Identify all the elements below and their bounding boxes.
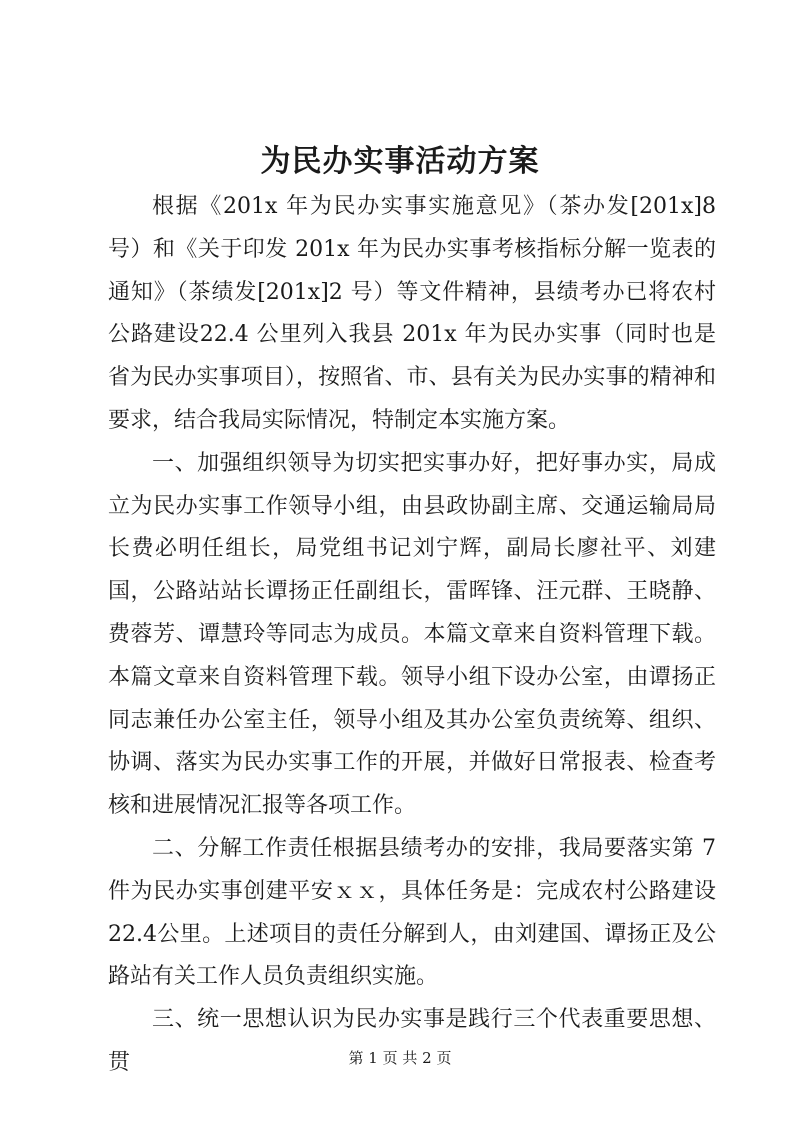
page-footer: 第 1 页 共 2 页: [348, 1049, 452, 1067]
paragraph-intro: 根据《201x 年为民办实事实施意见》（茶办发[201x]8 号）和《关于印发 201x 年为民办实事考核指标分解一览表的通知》（茶绩发[201x]2 号）等文件精神，县绩考办已将农村公路建设22.4 公里列入我县 201x 年为民办实事（同时也是省为民办实事项目），按照省、市、县有关为民办实事的精神和要求，结合我局实际情况，特制定本实施方案。: [108, 194, 716, 433]
document-body: [108, 186, 716, 1085]
document-title: 为民办实事活动方案: [260, 144, 540, 179]
paragraph-responsibility: 二、分解工作责任根据县绩考办的安排，我局要落实第 7 件为民办实事创建平安ｘｘ，具体任务是：完成农村公路建设 22.4公里。上述项目的责任分解到人，由刘建国、谭扬正及公路站有关工作人员负责组织实施。: [108, 835, 716, 990]
paragraph-organization: 一、加强组织领导为切实把实事办好，把好事办实，局成立为民办实事工作领导小组，由县政协副主席、交通运输局局长费必明任组长，局党组书记刘宁辉，副局长廖社平、刘建国，公路站站长谭扬正任副组长，雷晖锋、汪元群、王晓静、费蓉芳、谭慧玲等同志为成员。本篇文章来自资料管理下载。本篇文章来自资料管理下载。领导小组下设办公室，由谭扬正同志兼任办公室主任，领导小组及其办公室负责统筹、组织、协调、落实为民办实事工作的开展，并做好日常报表、检查考核和进展情况汇报等各项工作。: [108, 450, 716, 819]
paragraph-thinking: 三、统一思想认识为民办实事是践行三个代表重要思想、贯: [108, 1007, 716, 1075]
